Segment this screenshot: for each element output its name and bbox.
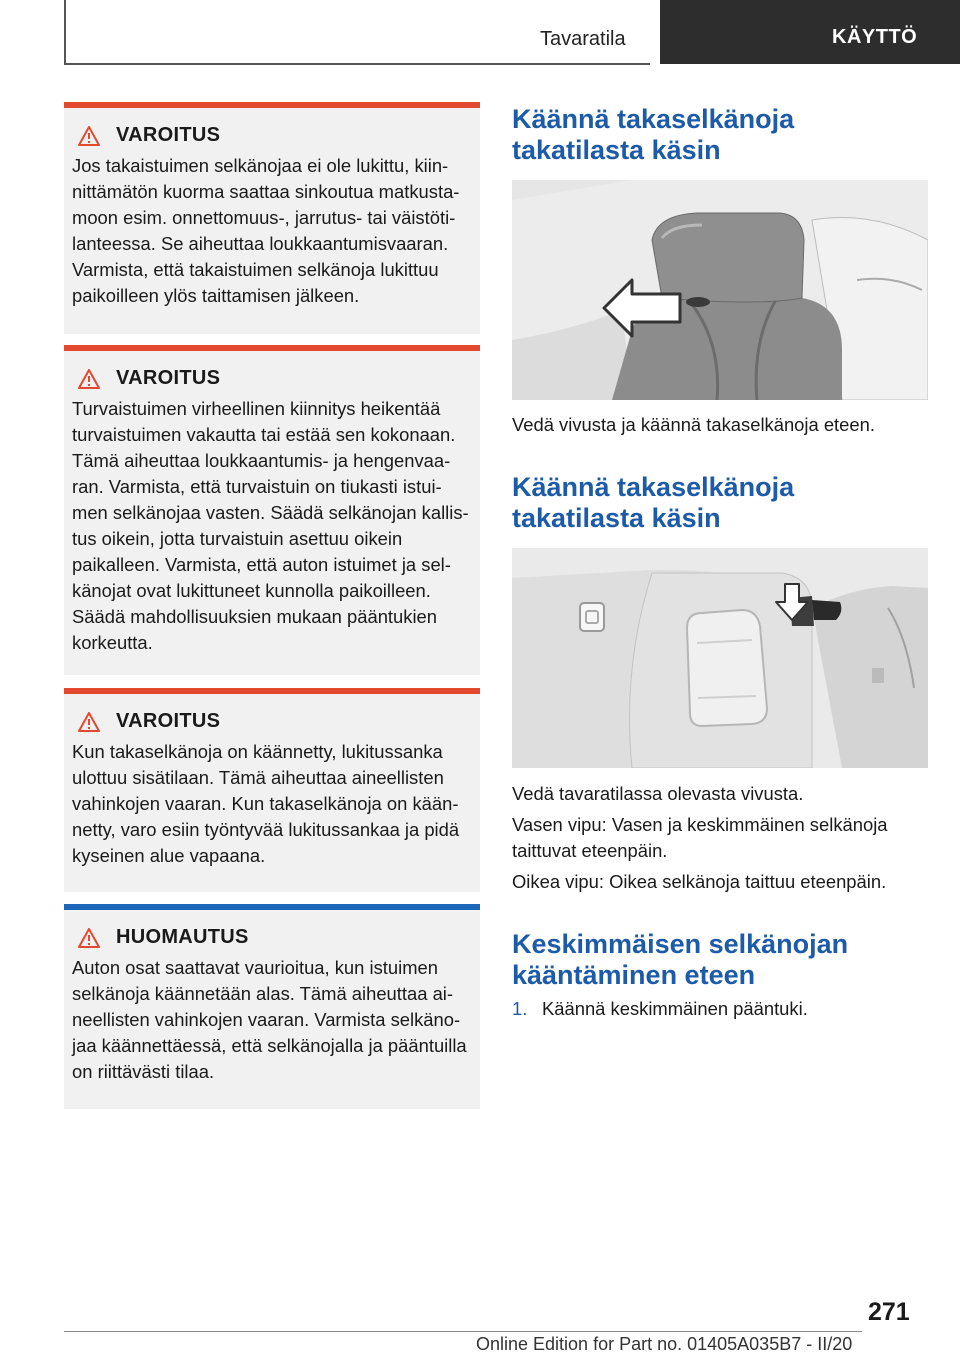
note-text: Auton osat saattavat vaurioitua, kun istuimen selkänoja käännetään alas. Tämä aiheuttaa ai-neellisten vahinkojen vaaran. Varmista selkäno-jaa käännettäessä, että selkänojalla ja pääntuilla on riittävästi tilaa. bbox=[72, 957, 467, 1082]
warning-triangle-icon bbox=[78, 712, 100, 732]
note-box bbox=[64, 904, 480, 1109]
warning-box bbox=[64, 102, 480, 334]
footer-rule bbox=[64, 1331, 862, 1332]
figure-caption: Vedä vivusta ja käännä takaselkänoja eteen. bbox=[512, 414, 875, 435]
figure-caption: Vedä tavaratilassa olevasta vivusta. bbox=[512, 783, 804, 804]
header-rule-bottom bbox=[64, 63, 650, 65]
figure-headrest-lever bbox=[512, 180, 928, 400]
warning-bar bbox=[64, 345, 480, 351]
header-rule-left bbox=[64, 0, 66, 64]
warning-title: VAROITUS bbox=[116, 710, 221, 732]
note-bar bbox=[64, 904, 480, 910]
warning-title: VAROITUS bbox=[116, 124, 221, 146]
page-number: 271 bbox=[868, 1298, 910, 1326]
warning-triangle-icon bbox=[78, 928, 100, 948]
step-text: Käännä keskimmäinen pääntuki. bbox=[542, 998, 808, 1019]
warning-title: VAROITUS bbox=[116, 367, 221, 389]
section-heading: Keskimmäisen selkänojan kääntäminen eteen bbox=[512, 929, 849, 990]
warning-triangle-icon bbox=[78, 126, 100, 146]
warning-box bbox=[64, 345, 480, 675]
warning-bar bbox=[64, 688, 480, 694]
step-1 bbox=[512, 996, 808, 1022]
step-number: 1. bbox=[512, 998, 528, 1019]
warning-text: Turvaistuimen virheellinen kiinnitys heikentää turvaistuimen vakautta tai estää sen kokonaan. Tämä aiheuttaa loukkaantumis- ja hengenvaa-ran. Varmista, että turvaistuin on tiukasti istui-men selkänojaa vasten. Säädä selkänojan kallis-tus oikein, jotta turvaistuin asettuu oikein paikalleen. Varmista, että auton istuimet ja sel-känojat ovat lukittuneet kunnolla paikoilleen. Säädä mahdollisuuksien mukaan pääntukien korkeutta. bbox=[72, 398, 469, 653]
header-section-title: Tavaratila bbox=[540, 28, 626, 50]
lever-left-text: Vasen vipu: Vasen ja keskimmäinen selkänoja taittuvat eteenpäin. bbox=[512, 814, 888, 861]
lever-right-text: Oikea vipu: Oikea selkänoja taittuu eteenpäin. bbox=[512, 871, 887, 892]
warning-box bbox=[64, 688, 480, 892]
figure-trunk-lever bbox=[512, 548, 928, 768]
trunk-illustration bbox=[512, 548, 928, 768]
section-heading: Käännä takaselkänoja takatilasta käsin bbox=[512, 472, 795, 533]
section-heading: Käännä takaselkänoja takatilasta käsin bbox=[512, 104, 795, 165]
warning-triangle-icon bbox=[78, 369, 100, 389]
warning-bar bbox=[64, 102, 480, 108]
header-chapter-tab: KÄYTTÖ bbox=[660, 0, 960, 64]
note-title: HUOMAUTUS bbox=[116, 926, 249, 948]
footer-edition: Online Edition for Part no. 01405A035B7 - II/20 bbox=[476, 1334, 853, 1354]
seat-illustration bbox=[512, 180, 928, 400]
warning-text: Kun takaselkänoja on käännetty, lukitussanka ulottuu sisätilaan. Tämä aiheuttaa aineellisten vahinkojen vaaran. Kun takaselkänoja on kään-netty, varo esiin työntyvää lukitussankaa ja pidä kyseinen alue vapaana. bbox=[72, 741, 460, 866]
warning-text: Jos takaistuimen selkänojaa ei ole lukittu, kiin-nittämätön kuorma saattaa sinkoutua matkusta-moon esim. onnettomuus-, jarrutus- tai väistöti-lanteessa. Se aiheuttaa loukkaantumisvaaran. Varmista, että takaistuimen selkänoja lukittuu paikoilleen ylös taittamisen jälkeen. bbox=[72, 155, 460, 306]
